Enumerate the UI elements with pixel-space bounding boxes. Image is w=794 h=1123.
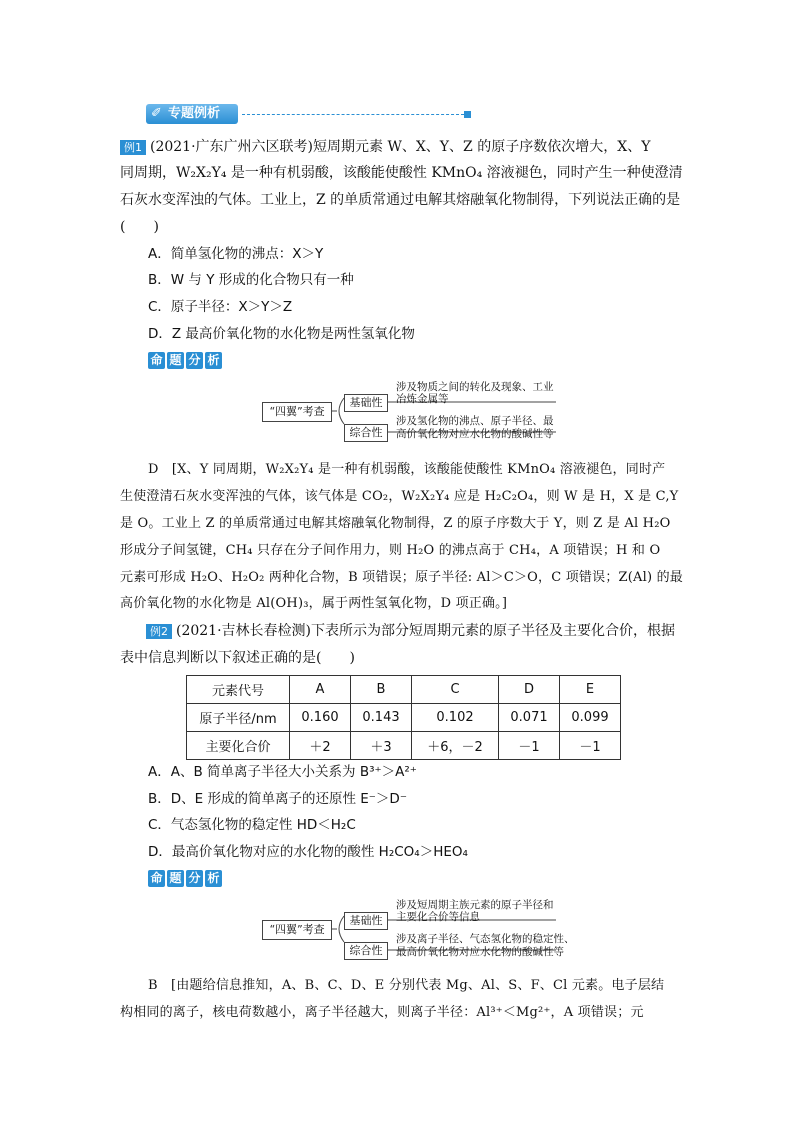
ex1-answer-1: D [X、Y 同周期，W₂X₂Y₄ 是一种有机弱酸，该酸能使酸性 KMnO₄ 溶液褪色，同时产 bbox=[148, 462, 666, 477]
table-header-cell: 元素代号 bbox=[187, 676, 290, 704]
table-header-cell: D bbox=[499, 676, 560, 704]
ex1-line-4: ( ) bbox=[120, 219, 159, 235]
basic-desc-2: 冶炼金属等 bbox=[396, 393, 449, 405]
table-cell: ＋3 bbox=[351, 732, 412, 760]
ex1-answer-4: 形成分子间氢键，CH₄ 只存在分子间作用力，则 H₂O 的沸点高于 CH₄，A 项错误；H 和 O bbox=[120, 543, 661, 558]
basic-label: 基础性 bbox=[344, 394, 388, 412]
divider-end-square bbox=[464, 111, 471, 118]
ex2-option-c: C．气态氢化物的稳定性 HD＜H₂C bbox=[148, 817, 356, 833]
table-header-cell: C bbox=[412, 676, 499, 704]
table-cell: 主要化合价 bbox=[187, 732, 290, 760]
four-wings-box: “四翼”考查 bbox=[262, 920, 332, 940]
ex1-option-c: C．原子半径：X＞Y＞Z bbox=[148, 299, 293, 315]
table-cell: ＋6，－2 bbox=[412, 732, 499, 760]
ex1-analysis-label: 命 题 分 析 bbox=[148, 352, 222, 369]
ex2-answer-1: B [由题给信息推知，A、B、C、D、E 分别代表 Mg、Al、S、F、Cl 元素。电子层结 bbox=[148, 978, 665, 993]
comp-desc-1: 涉及离子半径、气态氢化物的稳定性、 bbox=[396, 933, 575, 945]
table-cell: 原子半径/nm bbox=[187, 704, 290, 732]
basic-desc-1: 涉及物质之间的转化及现象、工业 bbox=[396, 381, 554, 393]
ex1-answer-5: 元素可形成 H₂O、H₂O₂ 两种化合物，B 项错误；原子半径: Al＞C＞O，C 项错误；Z(Al) 的最 bbox=[120, 570, 683, 585]
section-header bbox=[146, 104, 476, 126]
comprehensive-label: 综合性 bbox=[344, 424, 388, 442]
ex1-analysis-diagram bbox=[262, 380, 562, 442]
ex2-line-1: 例2 (2021·吉林长春检测)下表所示为部分短周期元素的原子半径及主要化合价，根据 bbox=[146, 621, 675, 641]
comp-desc-2: 最高价氧化物对应水化物的酸碱性等 bbox=[396, 946, 564, 958]
table-row bbox=[187, 732, 621, 760]
ex1-line-1: 例1 (2021·广东广州六区联考)短周期元素 W、X、Y、Z 的原子序数依次增大，X、Y bbox=[120, 137, 650, 157]
basic-desc-1: 涉及短周期主族元素的原子半径和 bbox=[396, 899, 554, 911]
section-title-badge bbox=[146, 104, 238, 124]
table-cell: 0.143 bbox=[351, 704, 412, 732]
table-cell: 0.099 bbox=[560, 704, 621, 732]
table-cell: 0.160 bbox=[290, 704, 351, 732]
ex1-answer-6: 高价氧化物的水化物是 Al(OH)₃，属于两性氢氧化物，D 项正确。] bbox=[120, 596, 508, 611]
section-divider bbox=[242, 114, 464, 115]
ex2-analysis-diagram bbox=[262, 898, 575, 960]
ex1-option-b: B．W 与 Y 形成的化合物只有一种 bbox=[148, 272, 354, 288]
ex2-tag: 例2 bbox=[146, 624, 172, 639]
basic-desc-2: 主要化合价等信息 bbox=[396, 911, 480, 923]
ex2-line-2: 表中信息判断以下叙述正确的是( ) bbox=[120, 650, 355, 666]
ex2-analysis-label: 命 题 分 析 bbox=[148, 870, 222, 887]
comprehensive-label: 综合性 bbox=[344, 942, 388, 960]
comp-desc-2: 高价氧化物对应水化物的酸碱性等 bbox=[396, 428, 554, 440]
ex1-line-2: 同周期，W₂X₂Y₄ 是一种有机弱酸，该酸能使酸性 KMnO₄ 溶液褪色，同时产生一种使澄清 bbox=[120, 165, 683, 181]
table-row bbox=[187, 676, 621, 704]
ex2-option-a: A．A、B 简单离子半径大小关系为 B³⁺＞A²⁺ bbox=[148, 764, 417, 780]
section-title: 专题例析 bbox=[168, 106, 221, 121]
element-table bbox=[186, 675, 621, 760]
table-cell: 0.102 bbox=[412, 704, 499, 732]
table-header-cell: B bbox=[351, 676, 412, 704]
ex1-answer-3: 是 O。工业上 Z 的单质常通过电解其熔融氧化物制得，Z 的原子序数大于 Y，则 Z 是 Al H₂O bbox=[120, 516, 671, 531]
ex2-answer-2: 构相同的离子，核电荷数越小，离子半径越大，则离子半径：Al³⁺＜Mg²⁺，A 项错误；元 bbox=[120, 1005, 644, 1020]
ex1-tag: 例1 bbox=[120, 140, 146, 155]
table-row bbox=[187, 704, 621, 732]
comp-desc-1: 涉及氢化物的沸点、原子半径、最 bbox=[396, 415, 554, 427]
table-cell: －1 bbox=[499, 732, 560, 760]
ex1-line-3: 石灰水变浑浊的气体。工业上，Z 的单质常通过电解其熔融氧化物制得，下列说法正确的是 bbox=[120, 192, 681, 208]
table-header-cell: E bbox=[560, 676, 621, 704]
table-header-cell: A bbox=[290, 676, 351, 704]
ex2-option-d: D．最高价氧化物对应的水化物的酸性 H₂CO₄＞HEO₄ bbox=[148, 844, 468, 860]
table-cell: ＋2 bbox=[290, 732, 351, 760]
ex1-answer-2: 生使澄清石灰水变浑浊的气体，该气体是 CO₂，W₂X₂Y₄ 应是 H₂C₂O₄，则 W 是 H，X 是 C,Y bbox=[120, 489, 679, 504]
table-cell: 0.071 bbox=[499, 704, 560, 732]
basic-label: 基础性 bbox=[344, 912, 388, 930]
four-wings-box: “四翼”考查 bbox=[262, 402, 332, 422]
pen-icon: ✐ bbox=[151, 106, 162, 121]
ex2-option-b: B．D、E 形成的简单离子的还原性 E⁻＞D⁻ bbox=[148, 791, 407, 807]
table-cell: －1 bbox=[560, 732, 621, 760]
ex1-option-d: D．Z 最高价氧化物的水化物是两性氢氧化物 bbox=[148, 326, 415, 342]
ex1-option-a: A．简单氢化物的沸点：X＞Y bbox=[148, 246, 324, 262]
